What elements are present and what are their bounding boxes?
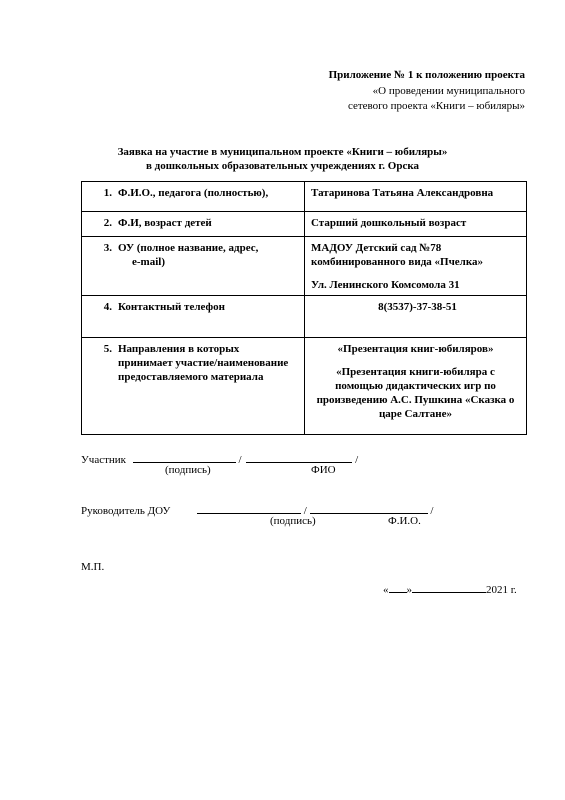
separator: / <box>355 454 359 466</box>
material-desc-1: «Презентация книги-юбиляра с <box>336 366 495 378</box>
material-title: «Презентация книг-юбиляров» <box>337 343 494 355</box>
row-label-cont: e-mail) <box>132 256 165 268</box>
head-label: Руководитель ДОУ <box>81 505 171 517</box>
row-value: 8(3537)-37-38-51 <box>378 301 457 313</box>
row-label: Ф.И, возраст детей <box>118 217 212 229</box>
row-label: Контактный телефон <box>118 301 225 313</box>
application-table <box>81 181 527 435</box>
row-label: Ф.И.О., педагога (полностью), <box>118 187 269 199</box>
material-desc-4: царе Салтане» <box>378 408 453 420</box>
head-caption-fio: Ф.И.О. <box>388 515 421 527</box>
annex-line-2: «О проведении муниципального <box>372 84 525 97</box>
document-title <box>0 145 565 173</box>
date-year: 2021 г. <box>486 584 517 596</box>
table-row-age <box>82 212 527 237</box>
table-row-org <box>82 237 527 296</box>
table-row-directions <box>82 338 527 435</box>
participant-label: Участник <box>81 454 127 466</box>
annex-line-3: сетевого проекта «Книги – юбиляры» <box>347 100 525 112</box>
annex-line-1: Приложение № 1 к положению проекта <box>328 69 525 81</box>
row-label: ОУ (полное название, адрес, <box>118 242 259 254</box>
row-value: Татаринова Татьяна Александровна <box>311 187 494 199</box>
separator: / <box>303 505 307 517</box>
row-number: 4. <box>103 301 112 313</box>
row-number: 2. <box>103 217 112 229</box>
row-value: Старший дошкольный возраст <box>311 217 467 229</box>
date-line <box>383 581 517 597</box>
annex-header <box>329 68 525 115</box>
title-line-1: Заявка на участие в муниципальном проекте «Книги – юбиляры» <box>117 146 448 158</box>
row-label: Направления в которых <box>118 343 240 355</box>
participant-caption-fio: ФИО <box>311 464 336 476</box>
date-quote-open: « <box>383 584 389 596</box>
row-number: 1. <box>103 187 112 199</box>
row-number: 3. <box>103 242 112 254</box>
date-quote-close: » <box>406 584 412 596</box>
head-caption-signature: (подпись) <box>270 515 316 527</box>
table-row-fio <box>82 182 527 212</box>
material-desc-3: произведению А.С. Пушкина «Сказка о <box>316 394 515 406</box>
material-desc-2: помощью дидактических игр по <box>335 380 496 392</box>
separator: / <box>238 454 242 466</box>
table-row-phone <box>82 296 527 338</box>
row-label-cont: принимает участие/наименование <box>118 357 289 369</box>
org-address: Ул. Ленинского Комсомола 31 <box>311 279 460 291</box>
head-signature-line <box>81 502 433 518</box>
separator: / <box>430 505 434 517</box>
participant-caption-signature: (подпись) <box>165 464 211 476</box>
org-name-line-1: МАДОУ Детский сад №78 <box>311 242 442 254</box>
title-line-2: в дошкольных образовательных учреждениях г. Орска <box>145 160 420 172</box>
row-number: 5. <box>103 343 112 355</box>
row-label-cont: предоставляемого материала <box>118 371 264 383</box>
stamp-place: М.П. <box>81 561 105 573</box>
org-name-line-2: комбинированного вида «Пчелка» <box>311 256 483 268</box>
